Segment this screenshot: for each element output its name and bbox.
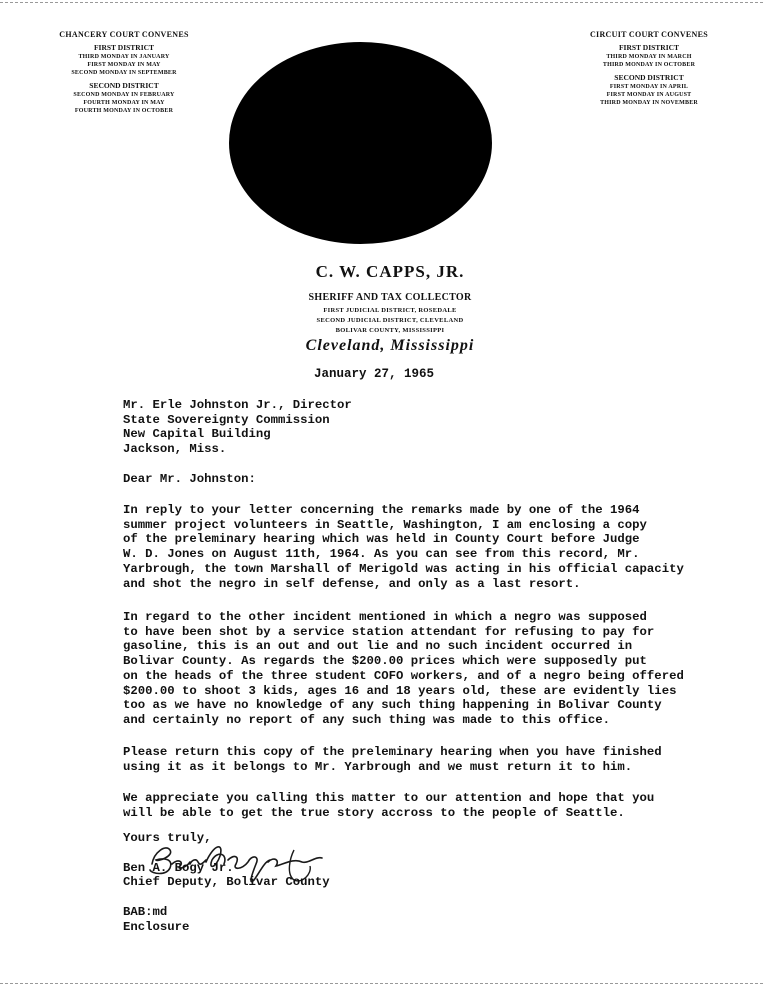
address-line: Jackson, Miss.	[123, 442, 227, 457]
paragraph-line: of the preleminary hearing which was held in County Court before Judge	[123, 532, 640, 547]
chancery-first-district: FIRST DISTRICT	[93, 43, 155, 52]
letterhead-district-line: SECOND JUDICIAL DISTRICT, CLEVELAND	[316, 317, 464, 324]
circuit-first-district: FIRST DISTRICT	[618, 43, 680, 52]
body-paragraph	[123, 610, 684, 728]
enclosure-note: Enclosure	[123, 920, 190, 934]
paragraph-line: gasoline, this is an out and out lie and no such incident occurred in	[123, 639, 633, 654]
paragraph-line: will be able to get the true story accross to the people of Seattle.	[123, 805, 625, 820]
sheriff-name: C. W. CAPPS, JR.	[315, 262, 465, 281]
circuit-court-heading: CIRCUIT COURT CONVENES	[589, 30, 709, 39]
closing: Yours truly,	[123, 831, 212, 845]
chancery-d1-line: SECOND MONDAY IN SEPTEMBER	[71, 70, 177, 76]
letterhead	[280, 262, 500, 355]
letterhead-district-line: FIRST JUDICIAL DISTRICT, ROSEDALE	[323, 307, 457, 314]
paragraph-line: summer project volunteers in Seattle, Washington, I am enclosing a copy	[123, 517, 647, 532]
redacted-seal	[229, 42, 492, 244]
circuit-d1-line: THIRD MONDAY IN OCTOBER	[602, 62, 696, 68]
circuit-d2-line: FIRST MONDAY IN APRIL	[609, 84, 689, 90]
signer-name: Ben A. Bogy Jr.	[123, 861, 234, 875]
circuit-court-schedule	[576, 30, 722, 107]
recipient-address	[123, 398, 352, 457]
letterhead-city: Cleveland, Mississippi	[305, 337, 475, 354]
paragraph-line: Please return this copy of the preleminary hearing when you have finished	[123, 745, 662, 759]
chancery-court-heading: CHANCERY COURT CONVENES	[59, 30, 189, 39]
chancery-d1-line: THIRD MONDAY IN JANUARY	[78, 54, 170, 60]
paragraph-line: We appreciate you calling this matter to our attention and hope that you	[123, 791, 655, 805]
paragraph-line: Yarbrough, the town Marshall of Merigold was acting in his official capacity	[123, 561, 684, 576]
paragraph-line: In regard to the other incident mentioned in which a negro was supposed	[123, 610, 647, 624]
page-top-edge	[0, 2, 763, 3]
paragraph-line: Bolivar County. As regards the $200.00 prices which were supposedly put	[123, 654, 647, 669]
chancery-d2-line: FOURTH MONDAY IN MAY	[83, 100, 165, 106]
paragraph-line: and certainly no report of any such thing was made to this office.	[123, 712, 611, 727]
paragraph-line: W. D. Jones on August 11th, 1964. As you can see from this record, Mr.	[123, 547, 640, 562]
sheriff-title: SHERIFF AND TAX COLLECTOR	[308, 292, 472, 303]
paragraph-line: on the heads of the three student COFO workers, and of a negro being offered	[123, 668, 684, 683]
chancery-d2-line: FOURTH MONDAY IN OCTOBER	[74, 108, 174, 114]
signer-title: Chief Deputy, Bolivar County	[123, 875, 330, 889]
circuit-d1-line: THIRD MONDAY IN MARCH	[606, 54, 692, 60]
chancery-d2-line: SECOND MONDAY IN FEBRUARY	[73, 92, 175, 98]
letterhead-county-line: BOLIVAR COUNTY, MISSISSIPPI	[335, 327, 445, 334]
circuit-d2-line: THIRD MONDAY IN NOVEMBER	[600, 100, 698, 106]
body-paragraph	[123, 791, 654, 820]
typist-initials: BAB:md	[123, 905, 168, 919]
address-line: Mr. Erle Johnston Jr., Director	[123, 398, 352, 412]
page-bottom-edge	[0, 983, 763, 984]
paragraph-line: In reply to your letter concerning the remarks made by one of the 1964	[123, 503, 640, 517]
paragraph-line: and shot the negro in self defense, and only as a last resort.	[123, 576, 581, 591]
chancery-d1-line: FIRST MONDAY IN MAY	[87, 62, 161, 68]
paragraph-line: to have been shot by a service station attendant for refusing to pay for	[123, 624, 655, 639]
address-line: New Capital Building	[123, 427, 271, 442]
circuit-second-district: SECOND DISTRICT	[614, 73, 684, 82]
chancery-court-schedule	[48, 30, 200, 115]
salutation: Dear Mr. Johnston:	[123, 472, 256, 486]
paragraph-line: too as we have no knowledge of any such thing happening in Bolivar County	[123, 698, 662, 713]
body-paragraph	[123, 503, 684, 591]
paragraph-line: $200.00 to shoot 3 kids, ages 16 and 18 years old, these are evidently lies	[123, 683, 677, 698]
circuit-d2-line: FIRST MONDAY IN AUGUST	[606, 92, 692, 98]
chancery-second-district: SECOND DISTRICT	[89, 81, 159, 90]
letter-date: January 27, 1965	[314, 367, 435, 381]
body-paragraph	[123, 745, 662, 774]
paragraph-line: using it as it belongs to Mr. Yarbrough and we must return it to him.	[123, 759, 633, 774]
address-line: State Sovereignty Commission	[123, 412, 330, 427]
